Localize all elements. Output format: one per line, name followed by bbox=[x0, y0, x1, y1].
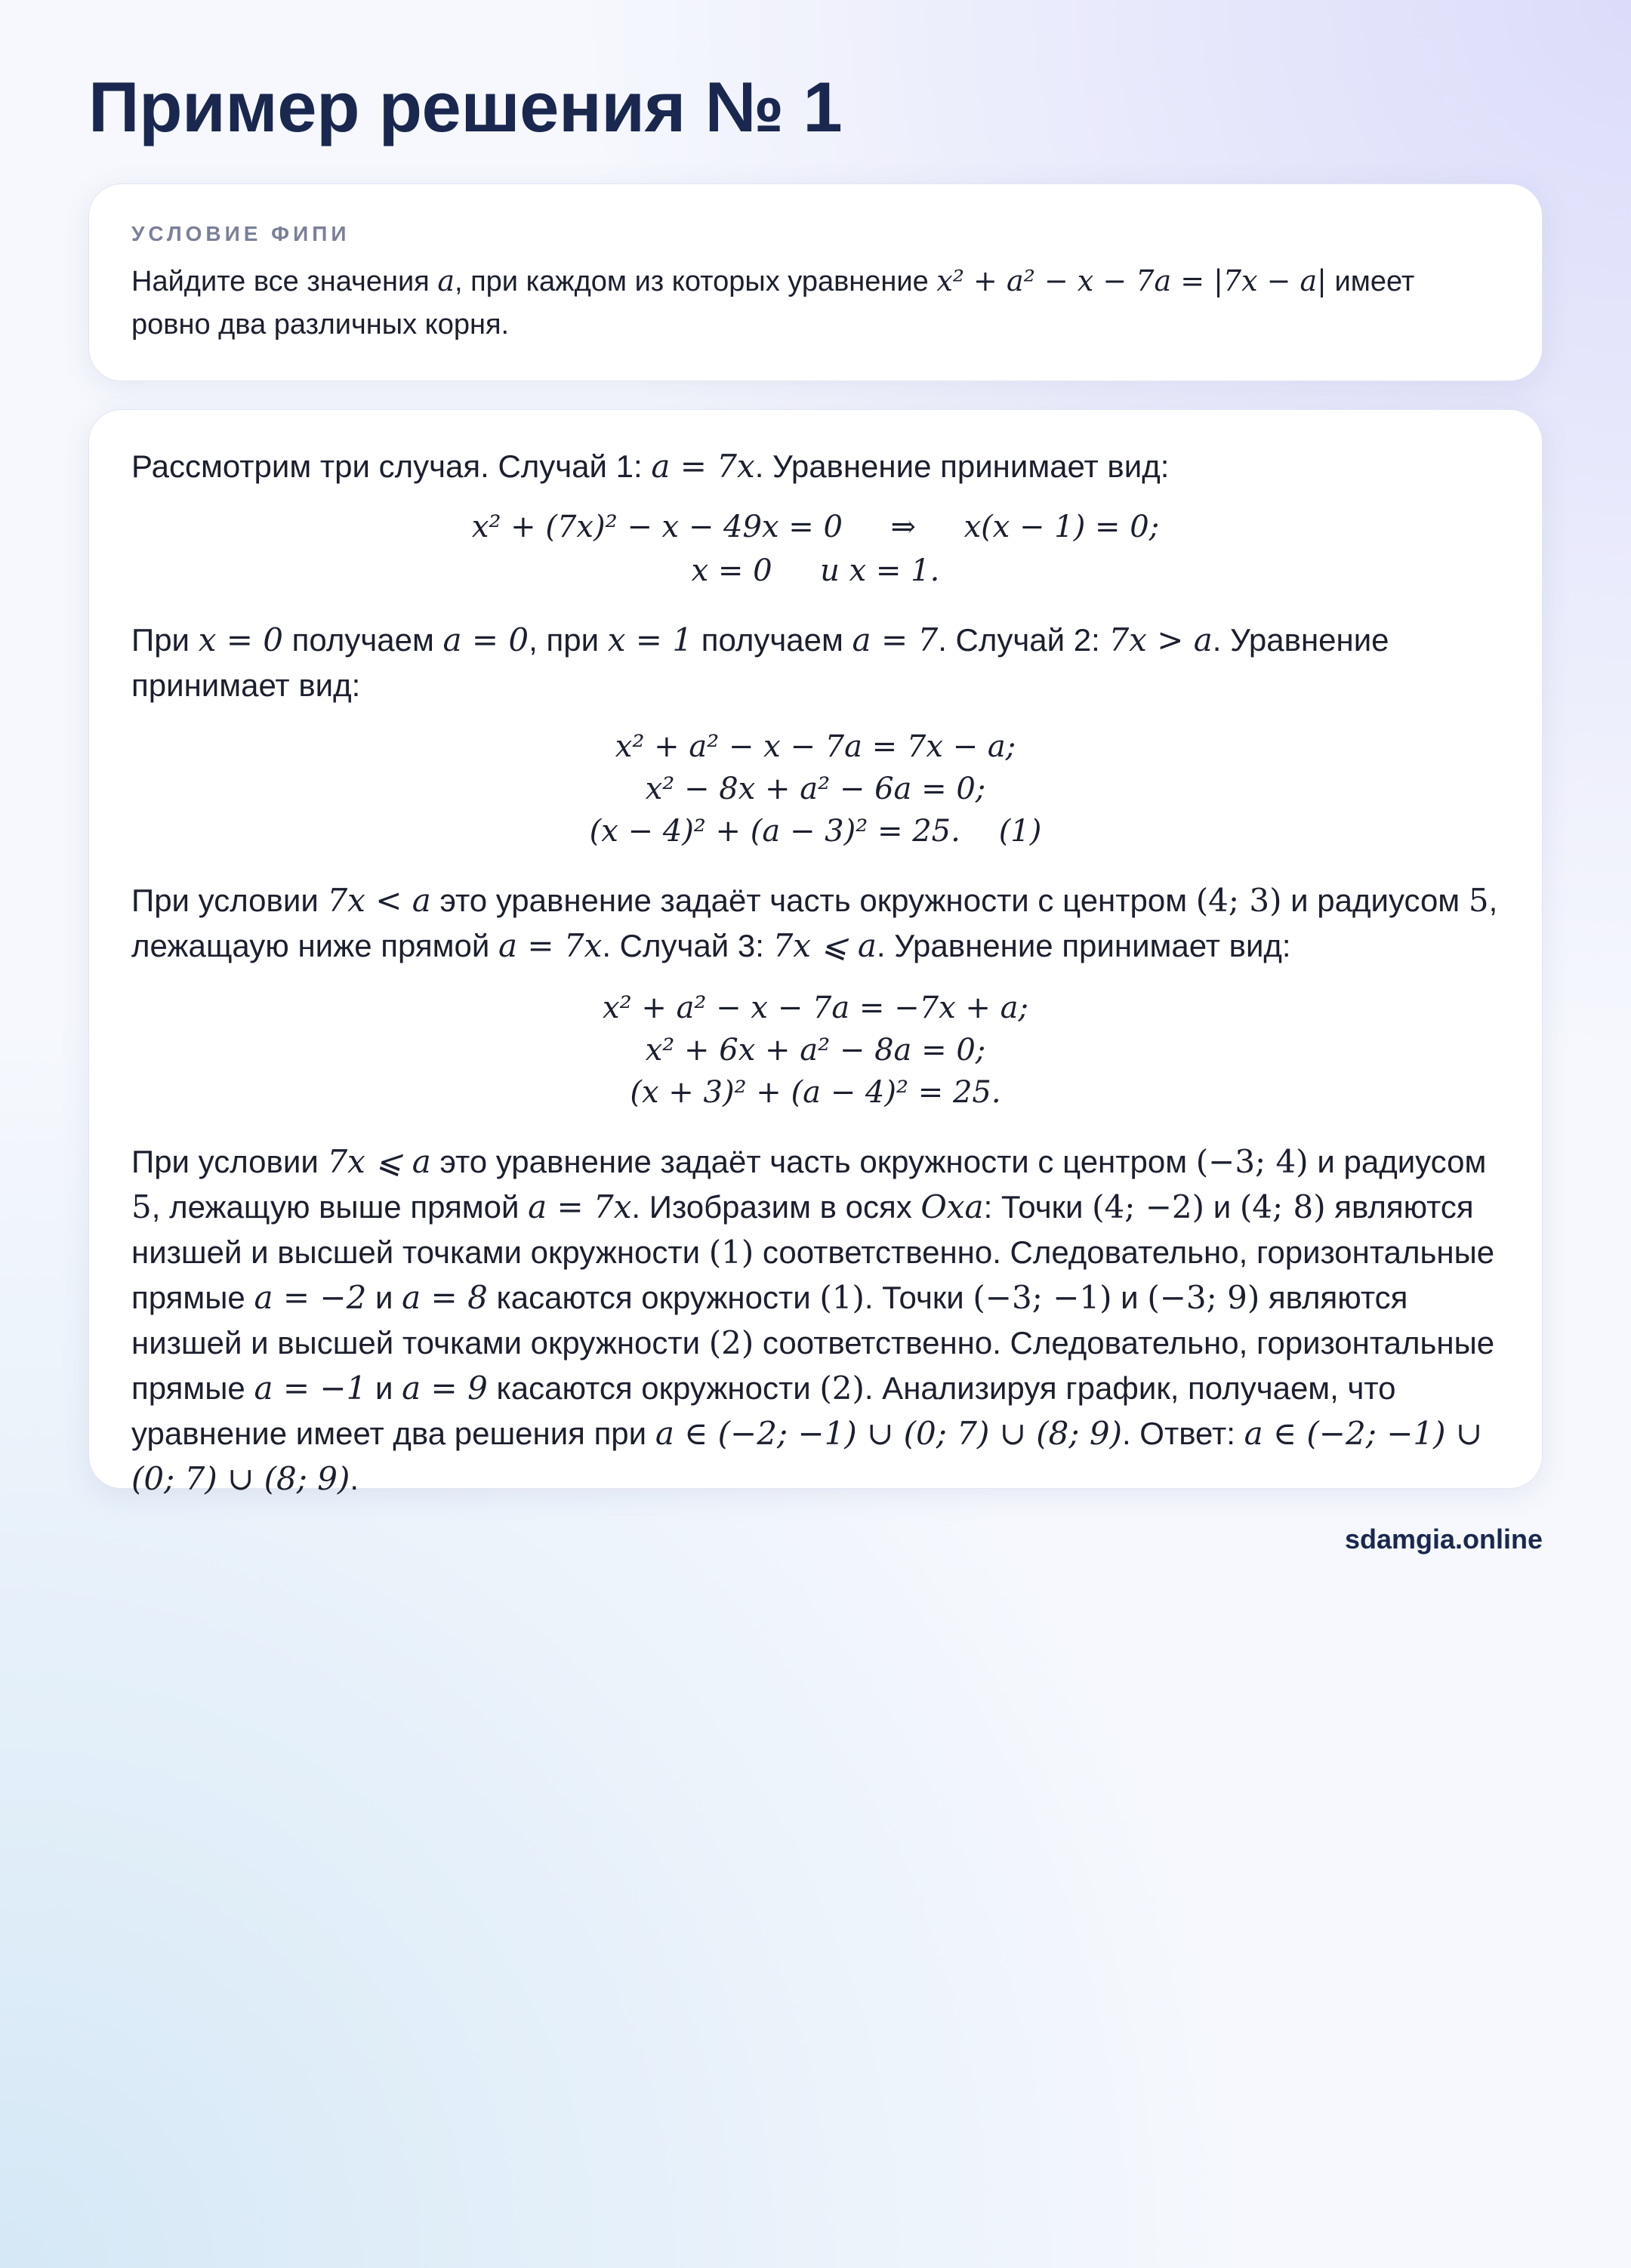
math-fragment: (2) bbox=[819, 1370, 865, 1407]
text-fragment: соответственно. Следовательно, горизонтальные прямые bbox=[131, 1325, 1495, 1406]
math-fragment: x = 0 bbox=[198, 621, 283, 658]
text-fragment: . Уравнение принимает вид: bbox=[754, 448, 1170, 484]
math-fragment: a = −2 bbox=[254, 1279, 367, 1316]
math-fragment: a ∈ (−2; −1) ∪ (0; 7) ∪ (8; 9) bbox=[131, 1415, 1483, 1497]
math-fragment: 7x > a bbox=[1108, 621, 1213, 658]
math-fragment: 5 bbox=[131, 1188, 152, 1225]
page-title: Пример решения № 1 bbox=[88, 67, 843, 146]
text-fragment: это уравнение задаёт часть окружности с центром bbox=[430, 1144, 1196, 1179]
text-fragment: . bbox=[350, 1461, 359, 1496]
math-fragment: (−3; 4) bbox=[1195, 1143, 1309, 1180]
math-fragment: (−3; −1) bbox=[973, 1279, 1112, 1316]
math-fragment: a bbox=[437, 264, 455, 297]
math-fragment: (2) bbox=[708, 1324, 754, 1361]
math-fragment: (4; 8) bbox=[1239, 1188, 1326, 1225]
solution-paragraph-3 bbox=[131, 878, 1512, 969]
math-fragment: x = 1 bbox=[607, 621, 693, 658]
text-fragment: , при bbox=[529, 622, 608, 658]
math-fragment: 7x < a bbox=[327, 882, 431, 919]
text-fragment: являются низшей и высшей точками окружности bbox=[131, 1189, 1474, 1270]
math-fragment: a = 7x bbox=[498, 927, 603, 964]
text-fragment: Рассмотрим три случая. Случай 1: bbox=[131, 448, 652, 484]
math-fragment: (1) bbox=[708, 1234, 754, 1271]
math-fragment: (4; −2) bbox=[1092, 1188, 1205, 1225]
text-fragment: . Случай 3: bbox=[602, 928, 773, 963]
text-fragment: и bbox=[1111, 1280, 1148, 1315]
text-fragment: являются низшей и высшей точками окружности bbox=[131, 1280, 1408, 1360]
equation-line: x² + a² − x − 7a = −7x + a; bbox=[603, 991, 1028, 1025]
math-fragment: x² + a² − x − 7a = |7x − a| bbox=[936, 264, 1327, 297]
math-fragment: a = −1 bbox=[254, 1370, 367, 1407]
condition-text bbox=[131, 260, 1500, 347]
text-fragment: При условии bbox=[131, 1144, 328, 1179]
math-fragment: (1) bbox=[819, 1279, 865, 1316]
text-fragment: . Точки bbox=[864, 1280, 973, 1315]
solution-card bbox=[88, 409, 1543, 1497]
solution-paragraph-1 bbox=[131, 444, 1512, 489]
text-fragment: касаются окружности bbox=[487, 1370, 820, 1406]
math-fragment: a = 7 bbox=[852, 621, 939, 658]
math-fragment: a = 7x bbox=[651, 448, 755, 485]
text-fragment: . Уравнение принимает вид: bbox=[131, 622, 1389, 703]
text-fragment: . Изобразим в осях bbox=[631, 1189, 921, 1225]
text-fragment: , при каждом из которых уравнение bbox=[454, 266, 937, 297]
equation-line: x² − 8x + a² − 6a = 0; bbox=[645, 772, 986, 806]
text-fragment: , лежащую выше прямой bbox=[151, 1189, 529, 1225]
equation-line: x² + a² − x − 7a = 7x − a; bbox=[615, 729, 1016, 764]
math-fragment: a = 8 bbox=[402, 1279, 488, 1316]
text-fragment: , лежащаую ниже прямой bbox=[131, 883, 1498, 963]
text-fragment: получаем bbox=[283, 622, 443, 658]
text-fragment: . Случай 2: bbox=[938, 622, 1109, 658]
text-fragment: : Точки bbox=[983, 1189, 1093, 1225]
equation-line: (x + 3)² + (a − 4)² = 25. bbox=[630, 1075, 1001, 1110]
equation-line: x = 0 и x = 1. bbox=[691, 553, 940, 588]
text-fragment: . Уравнение принимает вид: bbox=[876, 928, 1291, 963]
text-fragment: соответственно. Следовательно, горизонтальные прямые bbox=[131, 1234, 1495, 1315]
math-fragment: a = 7x bbox=[528, 1188, 632, 1225]
math-fragment: 5 bbox=[1468, 882, 1489, 919]
solution-paragraph-4 bbox=[131, 1139, 1512, 1502]
text-fragment: получаем bbox=[692, 622, 852, 658]
equation-line: x² + (7x)² − x − 49x = 0 ⇒ x(x − 1) = 0; bbox=[471, 510, 1160, 544]
math-fragment: a ∈ (−2; −1) ∪ (0; 7) ∪ (8; 9) bbox=[655, 1415, 1122, 1452]
equation-line: (x − 4)² + (a − 3)² = 25. (1) bbox=[589, 814, 1042, 849]
text-fragment: и bbox=[366, 1370, 402, 1406]
text-fragment: это уравнение задаёт часть окружности с центром bbox=[430, 883, 1196, 918]
text-fragment: Найдите все значения bbox=[131, 266, 438, 297]
text-fragment: и радиусом bbox=[1308, 1144, 1487, 1179]
solution-paragraph-2 bbox=[131, 618, 1512, 708]
text-fragment: При bbox=[131, 622, 199, 658]
site-watermark: sdamgia.online bbox=[1344, 1524, 1543, 1555]
condition-label: УСЛОВИЕ ФИПИ bbox=[131, 222, 350, 245]
text-fragment: и bbox=[366, 1280, 402, 1315]
text-fragment: и bbox=[1204, 1189, 1240, 1225]
math-fragment: (4; 3) bbox=[1195, 882, 1282, 919]
condition-card bbox=[88, 183, 1543, 381]
math-fragment: (−3; 9) bbox=[1147, 1279, 1260, 1316]
math-fragment: a = 9 bbox=[402, 1370, 488, 1407]
math-fragment: a = 0 bbox=[442, 621, 529, 658]
text-fragment: . Анализируя график, получаем, что уравнение имеет два решения при bbox=[131, 1370, 1396, 1451]
text-fragment: При условии bbox=[131, 883, 328, 918]
text-fragment: . Ответ: bbox=[1121, 1416, 1244, 1451]
math-fragment: 7x ⩽ a bbox=[327, 1143, 431, 1180]
text-fragment: и радиусом bbox=[1281, 883, 1469, 918]
text-fragment: касаются окружности bbox=[487, 1280, 820, 1315]
equation-line: x² + 6x + a² − 8a = 0; bbox=[645, 1033, 986, 1068]
math-fragment: 7x ⩽ a bbox=[772, 927, 877, 964]
math-fragment: Oxa bbox=[920, 1188, 984, 1225]
text-fragment: имеет ровно два различных корня. bbox=[131, 266, 1415, 341]
